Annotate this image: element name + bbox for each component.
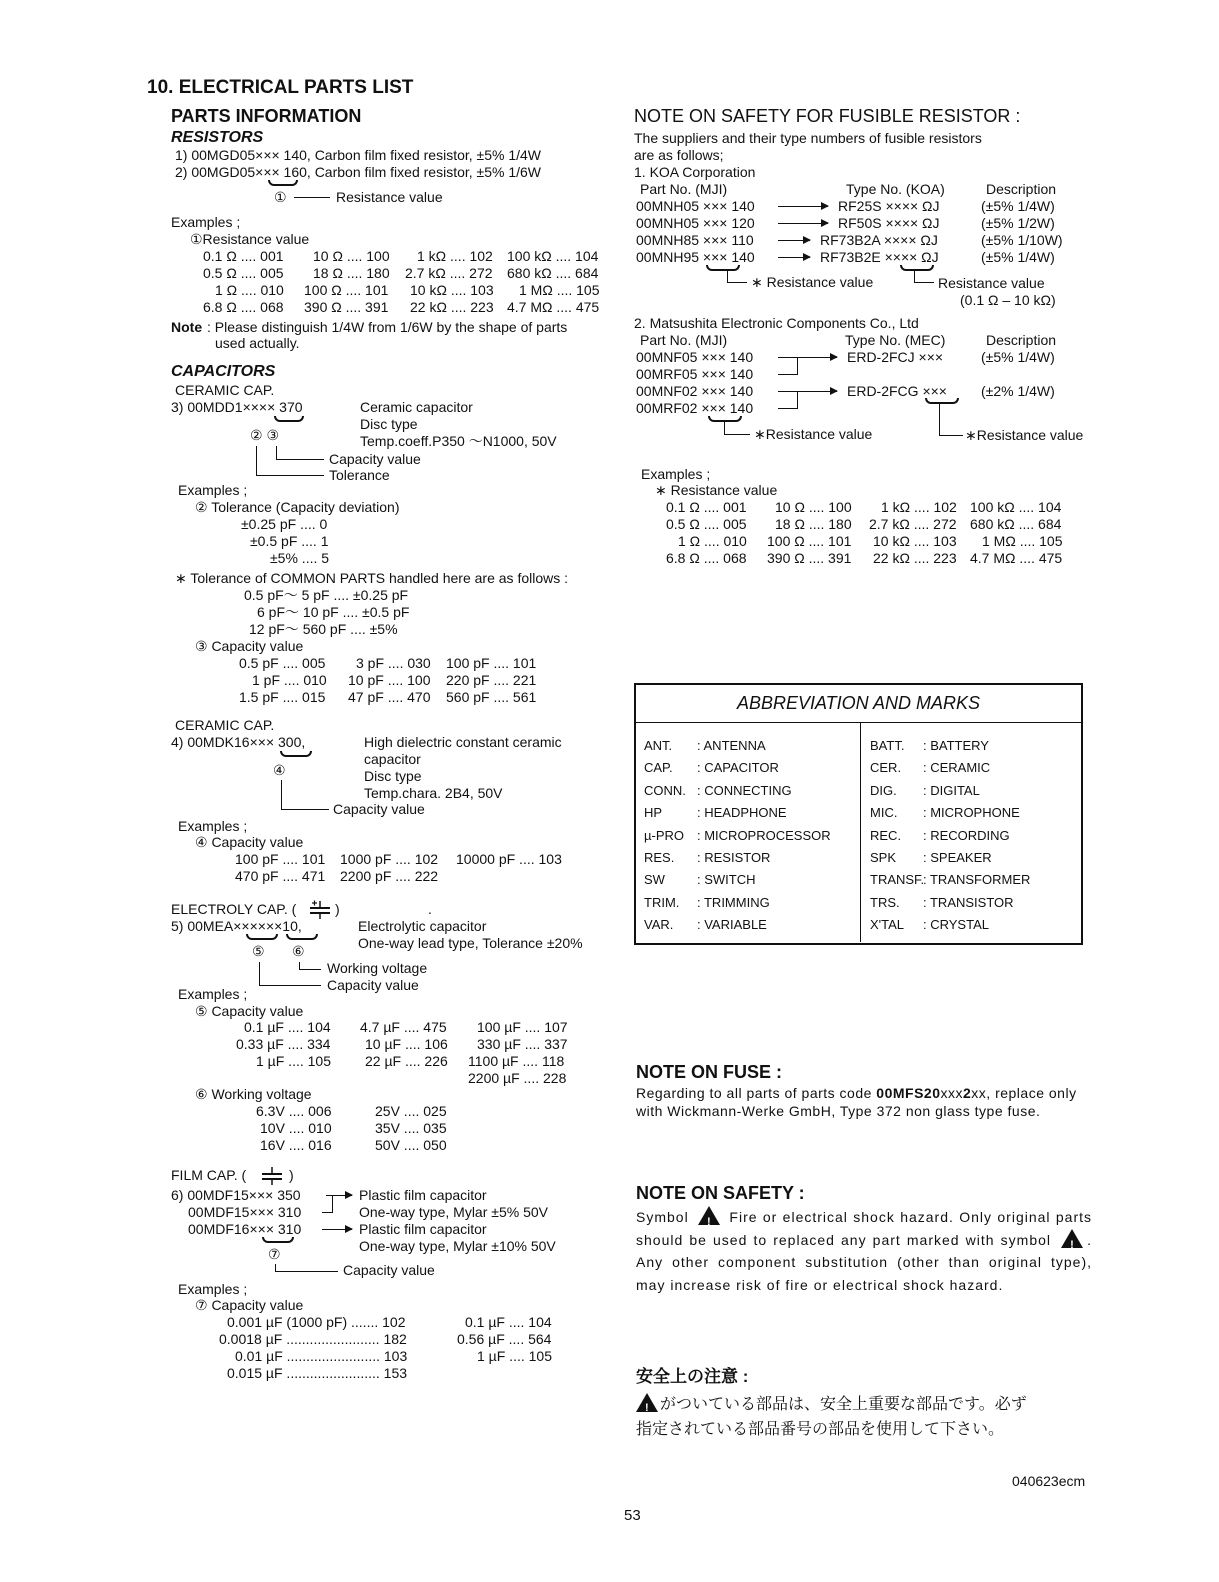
col-header: Type No. (MEC) [845,332,946,348]
abbr-meaning: : VARIABLE [697,917,767,932]
abbr-meaning: : SPEAKER [923,850,992,865]
abbr-meaning: : SWITCH [697,872,756,887]
brace [262,1237,294,1243]
col-header: Type No. (KOA) [846,181,945,197]
cell: 25V .... 025 [375,1103,447,1119]
examples-label: Examples ; [178,818,248,834]
cell: 2.7 kΩ .... 272 [405,265,493,281]
tolerance-row: ±0.5 pF .... 1 [250,533,329,549]
fuse-heading: NOTE ON FUSE : [636,1062,783,1082]
note-label: Note [171,319,203,335]
capacitors-heading: CAPACITORS [171,363,276,380]
koa-type: RF25S ×××× ΩJ [838,198,940,214]
cell: 100 kΩ .... 104 [507,248,599,264]
leader-line [778,408,798,409]
ceramic-desc: capacitor [364,751,421,767]
mec-part: 00MRF05 ××× 140 [636,366,754,382]
abbr: HP [644,805,663,820]
capacity-title: ⑤ Capacity value [195,1003,304,1019]
fuse-code: 00MFS20 [876,1085,941,1101]
fusible-heading: NOTE ON SAFETY FOR FUSIBLE RESISTOR : [634,106,1021,126]
cell: 10 kΩ .... 103 [410,282,494,298]
cell: 0.01 µF ........................ 103 [235,1348,408,1364]
cell: 47 pF .... 470 [348,689,431,705]
cell: 0.5 Ω .... 005 [666,516,747,532]
tolerance-row: ±0.25 pF .... 0 [241,516,328,532]
capacity-title: ④ Capacity value [195,834,304,850]
capacity-label: Capacity value [343,1262,435,1278]
brace [274,416,304,422]
capacity-title: ⑦ Capacity value [195,1297,304,1313]
warning-triangle-icon [636,1393,658,1412]
cell: 680 kΩ .... 684 [507,265,599,281]
cell: 470 pF .... 471 [235,868,326,884]
cell: 10 Ω .... 100 [775,499,852,515]
cell: 2200 µF .... 228 [468,1070,567,1086]
brace [268,180,298,186]
common-row: 12 pF～ 560 pF .... ±5% [249,621,398,637]
resistance-range: (0.1 Ω – 10 kΩ) [960,292,1056,308]
col-header: Description [986,332,1057,348]
ceramic-desc: High dielectric constant ceramic [364,734,562,750]
koa-part: 00MNH85 ××× 110 [636,232,754,248]
leader-line [275,1271,338,1272]
markers-2-3: ② ③ [250,427,279,443]
abbr-meaning: : TRANSFORMER [923,872,1031,887]
cell: 1000 pF .... 102 [340,851,439,867]
arrow [778,240,810,241]
page-number: 53 [624,1507,641,1524]
capacity-label: Capacity value [327,977,419,993]
col-header: Description [986,181,1057,197]
abbr-meaning: : MICROPROCESSOR [697,828,831,843]
abbr-meaning: : CERAMIC [923,760,991,775]
film-part: 6) 00MDF15××× 350 [171,1187,301,1203]
film-cap-symbol-icon [260,1166,284,1186]
tolerance-title: ② Tolerance (Capacity deviation) [195,499,400,515]
tolerance-label: Tolerance [329,467,390,483]
brace [706,265,740,271]
cell: 50V .... 050 [375,1137,447,1153]
abbr: CAP. [644,760,673,775]
common-row: 6 pF～ 10 pF .... ±0.5 pF [257,604,410,620]
koa-part: 00MNH05 ××× 120 [636,215,755,231]
fuse-text-a: Regarding to all parts of parts code [636,1085,877,1101]
cell: 4.7 MΩ .... 475 [970,550,1063,566]
cell: 0.1 Ω .... 001 [203,248,284,264]
abbr-meaning: : TRIMMING [697,895,770,910]
koa-type: RF50S ×××× ΩJ [838,215,940,231]
abbr: X'TAL [870,917,905,932]
fuse-code: xx [971,1085,987,1101]
resistor-line: 1) 00MGD05××× 140, Carbon film fixed resistor, ±5% 1/4W [175,147,542,163]
warning-triangle-icon [698,1206,720,1225]
film-desc: One-way type, Mylar ±10% 50V [359,1238,556,1254]
voltage-title: ⑥ Working voltage [195,1086,312,1102]
mec-title: 2. Matsushita Electronic Components Co., Ltd [634,315,919,331]
electroly-part: 5) 00MEA××××××10, [171,918,302,934]
note-text: : Please distinguish 1/4W from 1/6W by the shape of parts [207,319,568,335]
leader-line [914,271,915,282]
cell: 0.1 µF .... 104 [465,1314,552,1330]
arrow [797,357,837,358]
safety-text-a: Symbol [636,1209,689,1225]
abbr: ANT. [644,738,673,753]
abbr-meaning: : ANTENNA [697,738,766,753]
cell: 1 pF .... 010 [252,672,327,688]
electroly-sub-end: ) [335,901,340,917]
leader-line [259,962,260,985]
film-desc: Plastic film capacitor [359,1187,487,1203]
resistor-line: 2) 00MGD05××× 160, Carbon film fixed resistor, ±5% 1/6W [175,164,542,180]
cell: 0.1 µF .... 104 [244,1019,331,1035]
fuse-code: 2 [963,1085,972,1101]
divider [860,722,861,942]
cell: 1 kΩ .... 102 [417,248,493,264]
abbr: REC. [870,828,902,843]
resistance-label: ∗Resistance value [754,426,873,442]
koa-desc: (±5% 1/4W) [981,198,1055,214]
cell: 100 pF .... 101 [235,851,326,867]
arrow [778,206,828,207]
abbr: SW [644,872,665,887]
abbr: CONN. [644,783,686,798]
ceramic-desc: Disc type [364,768,422,784]
marker-5: ⑤ [252,943,265,959]
leader-line [724,434,750,435]
cell: 0.56 µF .... 564 [457,1331,552,1347]
ceramic-desc: Temp.chara. 2B4, 50V [364,785,503,801]
mec-part: 00MNF02 ××× 140 [636,383,754,399]
cell: 10 Ω .... 100 [313,248,390,264]
leader-line [778,391,798,392]
cell: 2.7 kΩ .... 272 [869,516,957,532]
koa-type: RF73B2A ×××× ΩJ [820,232,938,248]
leader-line [276,446,277,459]
abbreviation-title: ABBREVIATION AND MARKS [736,693,981,713]
mec-part: 00MRF02 ××× 140 [636,400,754,416]
cell: 100 µF .... 107 [477,1019,568,1035]
tolerance-row: ±5% .... 5 [270,550,330,566]
cell: 100 Ω .... 101 [767,533,852,549]
cell: 390 Ω .... 391 [767,550,852,566]
abbr: TRANSF. [870,872,925,887]
film-desc: Plastic film capacitor [359,1221,487,1237]
abbr: CER. [870,760,902,775]
ceramic-desc: Temp.coeff.P350 ～N1000, 50V [360,433,557,449]
leader-line [939,435,963,436]
cell: 22 kΩ .... 223 [410,299,494,315]
cell: 1 µF .... 105 [256,1053,331,1069]
note-text: used actually. [215,335,300,351]
examples-label: Examples ; [641,466,711,482]
cell: 6.8 Ω .... 068 [203,299,284,315]
marker-7: ⑦ [268,1246,281,1262]
capacity-label: Capacity value [329,451,421,467]
abbr-meaning: : CRYSTAL [923,917,989,932]
document-code: 040623ecm [1012,1473,1086,1489]
resistance-title: ①Resistance value [190,231,310,247]
common-row: 0.5 pF～ 5 pF .... ±0.25 pF [244,587,409,603]
arrow [778,223,828,224]
page-title: 10. ELECTRICAL PARTS LIST [147,77,414,98]
abbr-meaning: : MICROPHONE [923,805,1020,820]
cell: 22 µF .... 226 [365,1053,448,1069]
stray-dot: . [428,901,432,917]
brace [708,416,742,422]
film-part: 00MDF16××× 310 [188,1221,302,1237]
film-part: 00MDF15××× 310 [188,1204,302,1220]
leader-line [299,962,300,969]
abbr: MIC. [870,805,898,820]
cell: 10V .... 010 [260,1120,332,1136]
examples-label: Examples ; [178,482,248,498]
arrow [322,1229,352,1230]
resistance-label: Resistance value [336,189,443,205]
jp-heading: 安全上の注意 : [636,1367,749,1386]
ceramic-part: 4) 00MDK16××× 300, [171,734,306,750]
koa-desc: (±5% 1/4W) [981,249,1055,265]
safety-text-b: Fire or electrical shock hazard. Only original parts should be used to replaced any part marked with symbol [636,1209,1093,1248]
cell: 1 Ω .... 010 [215,282,284,298]
common-note: ∗ Tolerance of COMMON PARTS handled here are as follows : [175,570,569,586]
examples-label: Examples ; [171,214,241,230]
cell: 100 Ω .... 101 [304,282,389,298]
koa-part: 00MNH95 ××× 140 [636,249,755,265]
ceramic-desc: Disc type [360,416,418,432]
cell: 330 µF .... 337 [477,1036,568,1052]
leader-line [256,446,257,475]
arrow [778,257,810,258]
warning-triangle-icon [1061,1229,1083,1248]
marker-4: ④ [273,762,286,778]
leader-line [259,985,321,986]
safety-text-c: . Any other component substitution (other than original type), may increase risk of fire or electrical shock hazard. [636,1231,1092,1293]
leader-line [276,459,324,460]
brace [280,751,312,757]
koa-part: 00MNH05 ××× 140 [636,198,755,214]
leader-line [332,1195,333,1213]
leader-line [281,780,282,809]
marker-6: ⑥ [292,943,305,959]
mec-type: ERD-2FCJ ××× [847,349,944,365]
electroly-desc: One-way lead type, Tolerance ±20% [358,935,583,951]
fuse-text-b: , replace only with Wickmann-Werke GmbH, Type 372 non glass type fuse. [636,1085,1077,1119]
cell: 680 kΩ .... 684 [970,516,1062,532]
cell: 4.7 MΩ .... 475 [507,299,600,315]
leader-line [294,197,330,198]
jp-line [636,1393,1027,1415]
abbr: RES. [644,850,675,865]
brace [286,934,318,940]
abbr-meaning: : DIGITAL [923,783,980,798]
koa-title: 1. KOA Corporation [634,164,756,180]
fuse-text [636,1084,1092,1120]
film-sub-end: ) [289,1167,294,1183]
cell: 6.3V .... 006 [256,1103,332,1119]
leader-line [797,391,798,409]
examples-label: Examples ; [178,986,248,1002]
cell: 3 pF .... 030 [356,655,431,671]
leader-line [778,357,798,358]
abbr-meaning: : HEADPHONE [697,805,787,820]
ceramic-cap-sub: CERAMIC CAP. [175,717,275,733]
cell: 0.001 µF (1000 pF) ....... 102 [227,1314,406,1330]
brace [246,934,278,940]
cell: 22 kΩ .... 223 [873,550,957,566]
cell: 35V .... 035 [375,1120,447,1136]
cell: 1 MΩ .... 105 [519,282,600,298]
safety-text [636,1206,1092,1296]
cell: 18 Ω .... 180 [313,265,390,281]
abbr-meaning: : CAPACITOR [697,760,779,775]
mec-desc: (±2% 1/4W) [981,383,1055,399]
cell: 1 Ω .... 010 [678,533,747,549]
cell: 0.5 pF .... 005 [239,655,326,671]
cell: 220 pF .... 221 [446,672,537,688]
cell: 1.5 pF .... 015 [239,689,326,705]
abbr: TRIM. [644,895,680,910]
abbr-meaning: : RECORDING [923,828,1010,843]
cell: 0.33 µF .... 334 [236,1036,331,1052]
safety-heading: NOTE ON SAFETY : [636,1183,805,1203]
cell: 18 Ω .... 180 [775,516,852,532]
leader-line [724,422,725,434]
leader-line [256,475,324,476]
abbr-meaning: : TRANSISTOR [923,895,1014,910]
koa-desc: (±5% 1/2W) [981,215,1055,231]
abbr: SPK [870,850,897,865]
abbr-meaning: : RESISTOR [697,850,771,865]
cell: 2200 pF .... 222 [340,868,439,884]
col-header: Part No. (MJI) [640,332,728,348]
marker-1: ① [274,189,287,205]
resistance-title: ∗ Resistance value [655,482,778,498]
leader-line [322,1212,332,1213]
cell: 10 pF .... 100 [348,672,431,688]
resistance-label: Resistance value [938,275,1045,291]
mec-type: ERD-2FCG ××× [847,383,947,399]
koa-type: RF73B2E ×××× ΩJ [820,249,939,265]
mec-part: 00MNF05 ××× 140 [636,349,754,365]
examples-label: Examples ; [178,1281,248,1297]
cell: 10 µF .... 106 [365,1036,448,1052]
ceramic-desc: Ceramic capacitor [360,399,473,415]
cell: 1 kΩ .... 102 [881,499,957,515]
capacity-label: Capacity value [333,801,425,817]
cell: 6.8 Ω .... 068 [666,550,747,566]
abbr: µ-PRO [644,828,684,843]
electroly-desc: Electrolytic capacitor [358,918,487,934]
arrow [797,391,837,392]
resistors-heading: RESISTORS [171,129,264,146]
abbr-meaning: : CONNECTING [697,783,792,798]
intro-line: are as follows; [634,147,724,163]
working-voltage-label: Working voltage [327,960,428,976]
cell: 1 µF .... 105 [477,1348,552,1364]
ceramic-part: 3) 00MDD1×××× 370 [171,399,303,415]
leader-line [281,809,329,810]
cell: 100 kΩ .... 104 [970,499,1062,515]
fuse-code: xxx [940,1085,963,1101]
cell: 0.5 Ω .... 005 [203,265,284,281]
arrow [326,1195,352,1196]
col-header: Part No. (MJI) [640,181,728,197]
resistance-label: ∗ Resistance value [751,274,874,290]
cell: 0.015 µF ........................ 153 [227,1365,408,1381]
brace [925,398,959,404]
cell: 10 kΩ .... 103 [873,533,957,549]
jp-line-text: がついている部品は、安全上重要な部品です。必ず [660,1396,1027,1413]
cell: 1 MΩ .... 105 [982,533,1063,549]
film-desc: One-way type, Mylar ±5% 50V [359,1204,548,1220]
cell: 0.0018 µF ........................ 182 [219,1331,407,1347]
intro-line: The suppliers and their type numbers of fusible resistors [634,130,982,146]
cell: 1100 µF .... 118 [468,1053,565,1069]
abbr: BATT. [870,738,905,753]
abbr-meaning: : BATTERY [923,738,989,753]
divider [634,722,1081,723]
ceramic-cap-sub: CERAMIC CAP. [175,382,275,398]
cell: 10000 pF .... 103 [456,851,562,867]
cell: 0.1 Ω .... 001 [666,499,747,515]
jp-line: 指定されている部品番号の部品を使用して下さい。 [636,1421,1005,1438]
abbr: DIG. [870,783,897,798]
electrolytic-symbol-icon [308,900,332,920]
mec-desc: (±5% 1/4W) [981,349,1055,365]
resistance-label: ∗Resistance value [965,427,1084,443]
leader-line [939,404,940,435]
leader-line [778,374,798,375]
film-sub: FILM CAP. ( [171,1167,247,1183]
brace [900,265,934,271]
cell: 4.7 µF .... 475 [360,1019,447,1035]
abbr: TRS. [870,895,900,910]
leader-line [299,969,321,970]
cell: 560 pF .... 561 [446,689,537,705]
capacity-title: ③ Capacity value [195,638,304,654]
electroly-sub: ELECTROLY CAP. ( [171,901,297,917]
leader-line [914,282,934,283]
cell: 16V .... 016 [260,1137,332,1153]
leader-line [727,282,747,283]
cell: 100 pF .... 101 [446,655,537,671]
koa-desc: (±5% 1/10W) [981,232,1063,248]
cell: 390 Ω .... 391 [304,299,389,315]
leader-line [797,357,798,375]
parts-information-heading: PARTS INFORMATION [171,106,362,126]
leader-line [727,271,728,282]
abbr: VAR. [644,917,674,932]
